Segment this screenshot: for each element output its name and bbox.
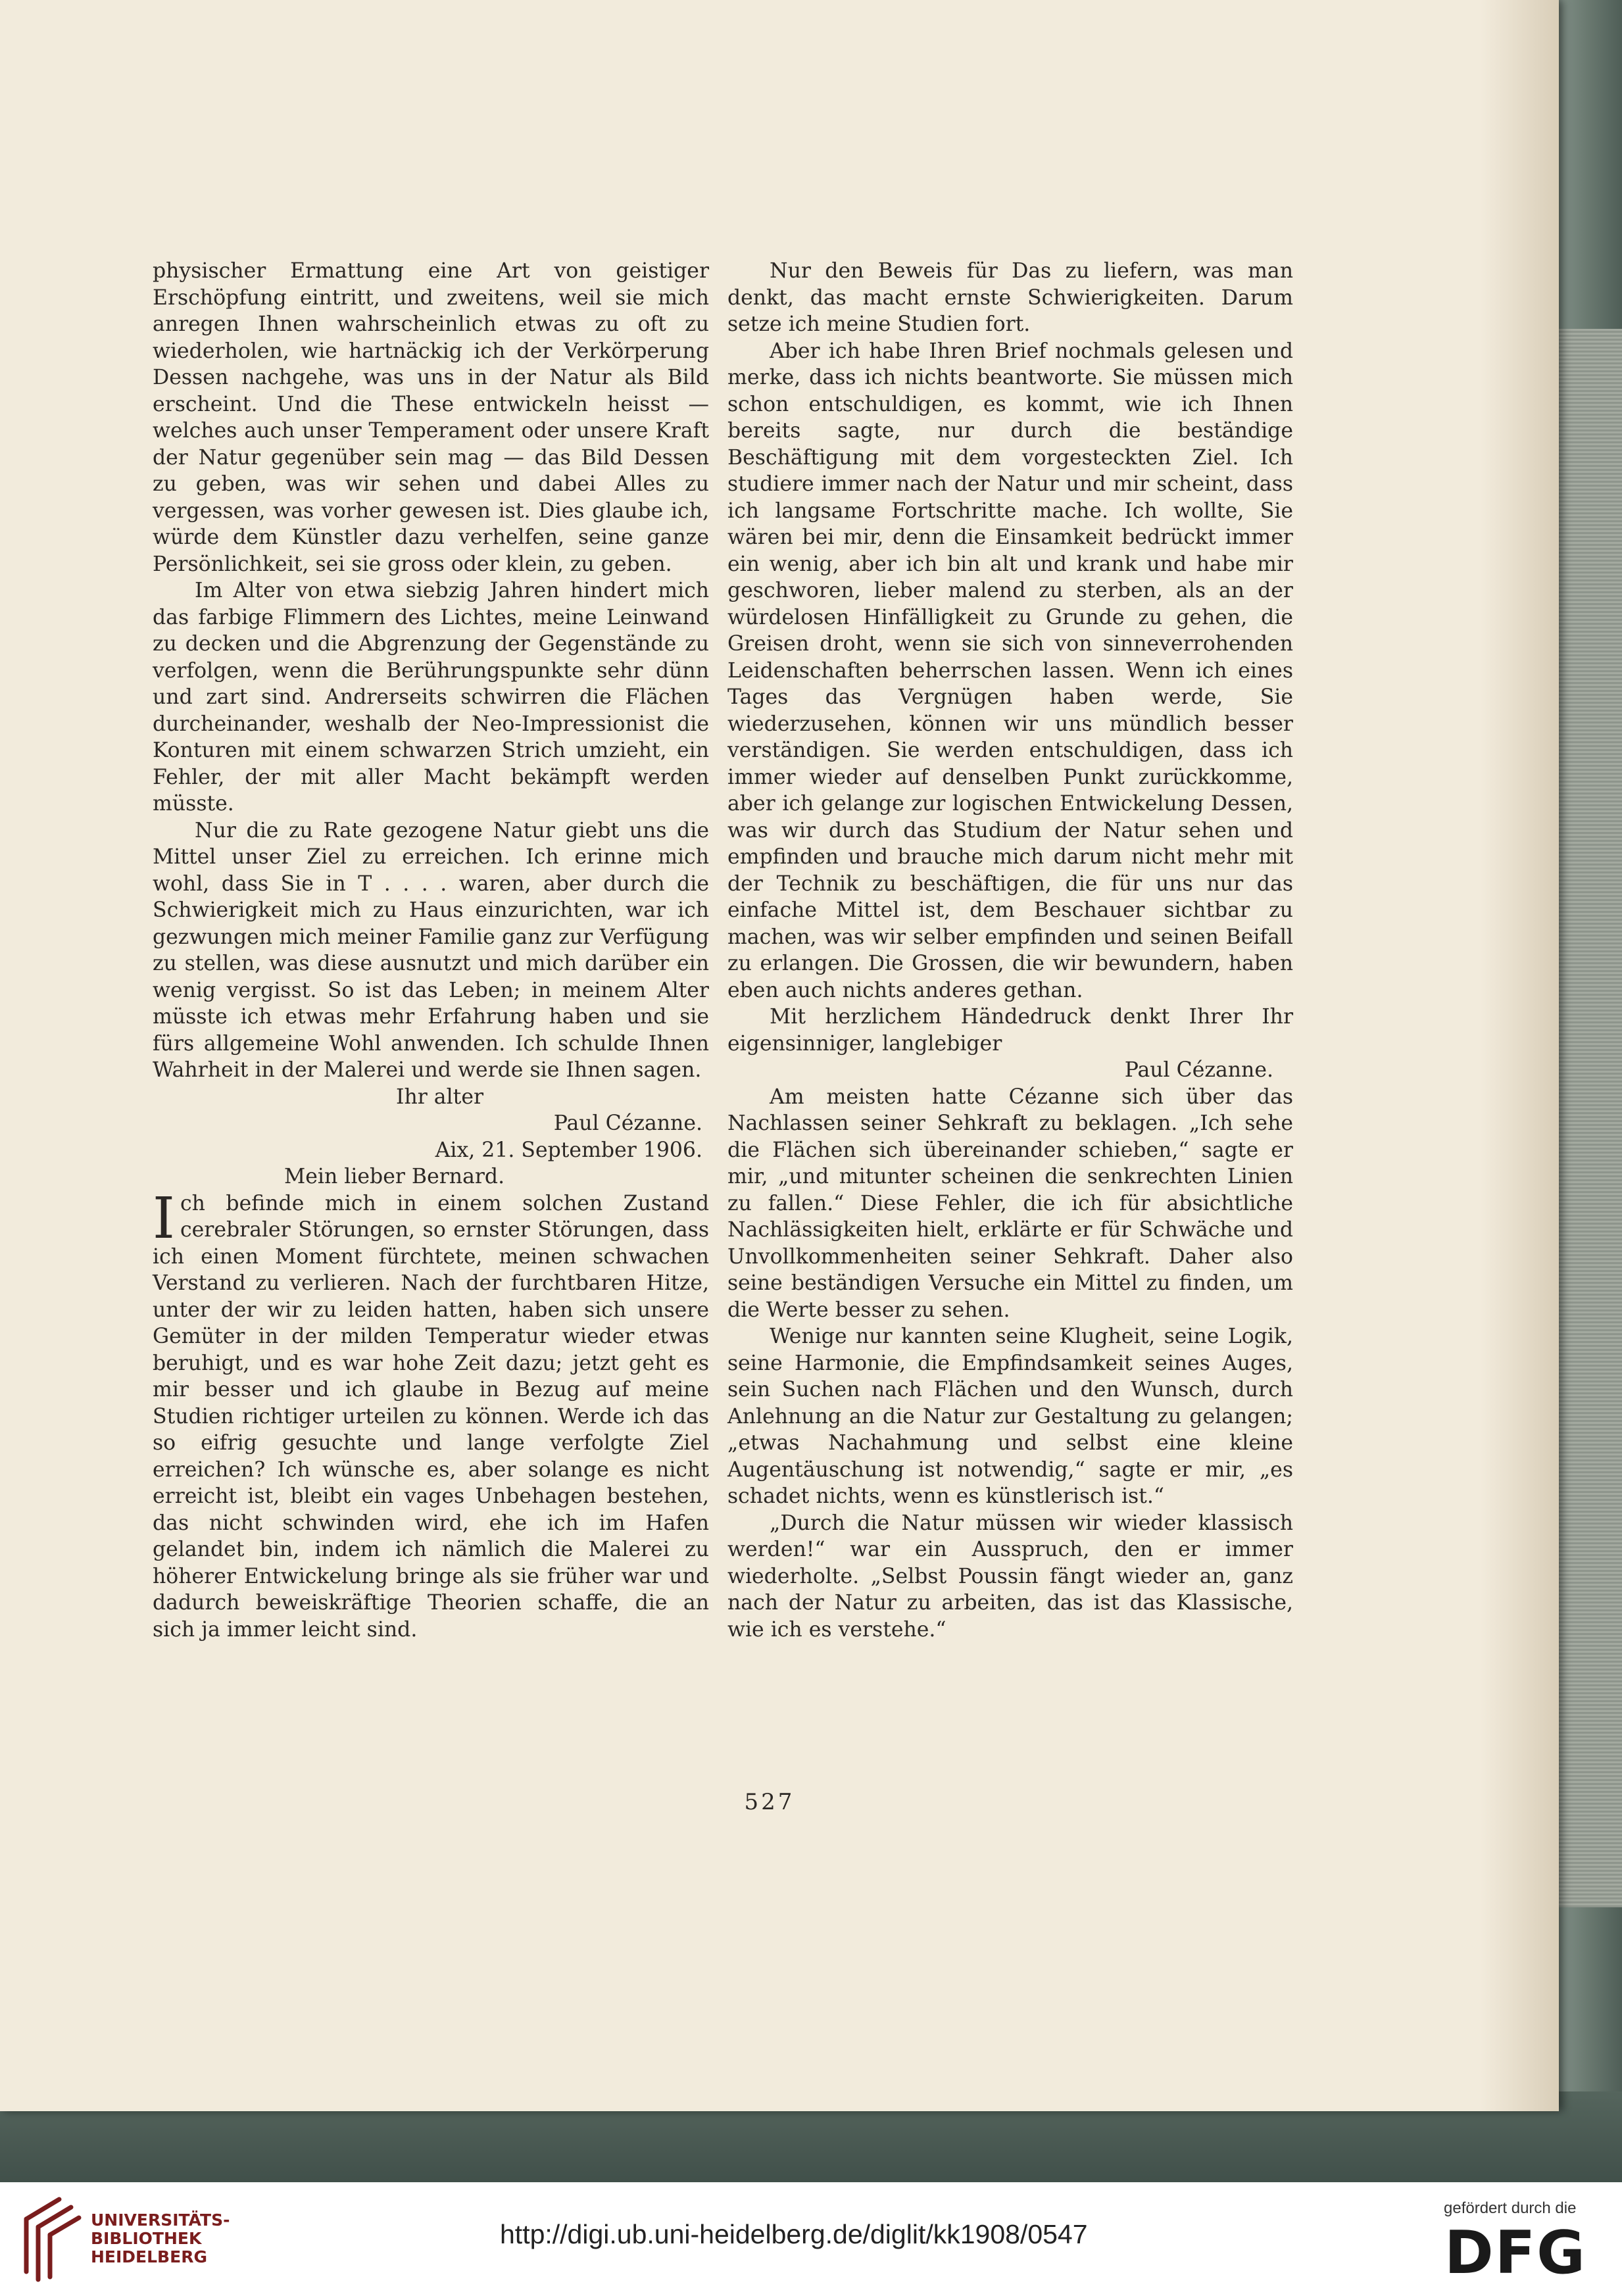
library-name-line: UNIVERSITÄTS- [91,2211,230,2230]
right-text-column [727,258,1293,1643]
letter-closing: Mit herzlichem Händedruck denkt Ihrer Ihr eigensinniger, langlebiger [727,1005,1293,1056]
letter-dateline: Aix, 21. September 1906. [435,1138,702,1162]
drop-cap: I [153,1185,175,1252]
dfg-logo[interactable]: DFG [1444,2218,1587,2287]
heidelberg-library-logo-icon [20,2193,86,2285]
library-name[interactable] [91,2211,230,2266]
paragraph: Nur die zu Rate gezogene Natur giebt uns die Mittel unser Ziel zu erreichen. Ich erinne mich wohl, dass Sie in T . . . . waren, aber durch die Schwierigkeit mich zu Haus einzurichten, war ich gezwungen mich meiner Familie ganz zur Verfügung zu stellen, was diese ausnutzt und mich darüber ein wenig vergisst. So ist das Leben; in meinem Alter müsste ich etwas mehr Erfahrung haben und sie fürs allgemeine Wohl anwenden. Ich schulde Ihnen Wahrheit in der Malerei und werde sie Ihnen sagen. [153,818,709,1082]
paragraph: Aber ich habe Ihren Brief nochmals gelesen und merke, dass ich nichts beantworte. Sie müssen mich schon entschuldigen, es kommt, wie ich Ihnen bereits sagte, nur durch die beständige Beschäftigung mit dem vorgesteckten Ziel. Ich studiere immer nach der Natur und mir scheint, dass ich langsame Fortschritte mache. Ich wollte, Sie wären bei mir, denn die Einsamkeit bedrückt immer ein wenig, aber ich bin alt und krank und habe mir geschworen, lieber malend zu sterben, als an der würdelosen Hinfälligkeit zu Grunde zu gehen, die Greisen droht, wenn sie sich von sinneverrohenden Leidenschaften beherrschen lassen. Wenn ich eines Tages das Vergnügen haben werde, Sie wiederzusehen, können wir uns mündlich besser verständigen. Sie werden entschuldigen, dass ich immer wieder auf denselben Punkt zurückkomme, aber ich gelange zur logischen Entwickelung Dessen, was wir durch das Studium der Natur sehen und empfinden und brauche mich darum nicht mehr mit der Technik zu beschäftigen, die für uns nur das einfache Mittel ist, dem Beschauer sichtbar zu machen, was wir selber empfinden und seinen Beifall zu erlangen. Die Grossen, die wir bewundern, haben eben auch nichts anderes gethan. [727,339,1293,1002]
letter-signature: Paul Cézanne. [1124,1058,1273,1082]
letter-body-text: ch befinde mich in einem solchen Zustand cerebraler Störungen, so ernster Störungen, dass ich einen Moment fürchtete, meinen schwachen Verstand zu verlieren. Nach der furchtbaren Hitze, unter der wir zu leiden hatten, haben sich unsere Gemüter in der milden Temperatur wieder etwas beruhigt, und es war hohe Zeit dazu; jetzt geht es mir besser und ich glaube in Bezug auf meine Studien richtiger urteilen zu können. Werde ich das so eifrig gesuchte und lange verfolgte Ziel erreichen? Ich wünsche es, aber solange es nicht erreicht ist, bleibt ein vages Unbehagen bestehen, das nicht schwinden wird, ehe ich im Hafen gelandet bin, indem ich nämlich die Malerei zu höherer Entwickelung bringe als sie früher war und dadurch beweiskräftige Theorien schaffe, die an sich ja immer leicht sind. [153,1191,709,1642]
left-text-column [153,258,709,1643]
letter-body [153,1185,709,1644]
paragraph: Nur den Beweis für Das zu liefern, was man denkt, das macht ernste Schwierigkeiten. Darum setze ich meine Studien fort. [727,259,1293,336]
letter-signature: Paul Cézanne. [553,1111,702,1135]
letter-salutation: Mein lieber Bernard. [284,1165,505,1188]
page-gutter-shade [1480,0,1559,2111]
viewer-footer [0,2182,1622,2296]
paragraph: Am meisten hatte Cézanne sich über das Nachlassen seiner Sehkraft zu beklagen. „Ich sehe die Flächen sich übereinander schieben,“ sagte er mir, „und mitunter scheinen die senkrechten Linien zu fallen.“ Diese Fehler, die ich für absichtliche Nachlässigkeiten hielt, erklärte er für Schwäche und Unvollkommenheiten seiner Sehkraft. Daher also seine beständigen Versuche ein Mittel zu finden, um die Werte besser zu sehen. [727,1085,1293,1322]
funded-by-label: gefördert durch die [1444,2199,1577,2217]
paragraph: physischer Ermattung eine Art von geistiger Erschöpfung eintritt, und zweitens, weil sie mich anregen Ihnen wahrscheinlich etwas zu oft zu wiederholen, wie hartnäckig ich der Verkörperung Dessen nachgehe, was uns in der Natur als Bild erscheint. Und die These entwickeln heisst — welches auch unser Temperament oder unsere Kraft der Natur gegenüber sein mag — das Bild Dessen zu geben, was wir sehen und dabei Alles zu vergessen, was vorher gewesen ist. Dies glaube ich, würde dem Künstler dazu verhelfen, seine ganze Persönlichkeit, sei sie gross oder klein, zu geben. [153,259,709,576]
book-binding-cloth [1559,329,1622,1907]
paragraph: Wenige nur kannten seine Klugheit, seine Logik, seine Harmonie, die Empfindsamkeit seines Auges, sein Suchen nach Flächen und den Wunsch, durch Anlehnung an die Natur zur Gestaltung zu gelangen; „etwas Nachahmung und selbst eine kleine Augentäuschung ist notwendig,“ sagte er mir, „es schadet nichts, wenn es künstlerisch ist.“ [727,1325,1293,1508]
library-name-line: HEIDELBERG [91,2247,207,2266]
permalink-url[interactable]: http://digi.ub.uni-heidelberg.de/diglit/kk1908/0547 [500,2219,1088,2249]
paragraph: „Durch die Natur müssen wir wieder klassisch werden!“ war ein Ausspruch, den er immer wiederholte. „Selbst Poussin fängt wieder an, ganz nach der Natur zu arbeiten, das ist das Klassische, wie ich es verstehe.“ [727,1511,1293,1642]
library-name-line: BIBLIOTHEK [91,2229,202,2248]
letter-closing: Ihr alter [396,1085,484,1109]
paragraph: Im Alter von etwa siebzig Jahren hindert mich das farbige Flimmern des Lichtes, meine Leinwand zu decken und die Abgrenzung der Gegenstände zu verfolgen, wenn die Berührungspunkte sehr dünn und zart sind. Andrerseits schwirren die Flächen durcheinander, weshalb der Neo-Impressionist die Konturen mit einem schwarzen Strich umzieht, ein Fehler, der mit aller Macht bekämpft werden müsste. [153,579,709,816]
page-number: 527 [744,1789,795,1815]
